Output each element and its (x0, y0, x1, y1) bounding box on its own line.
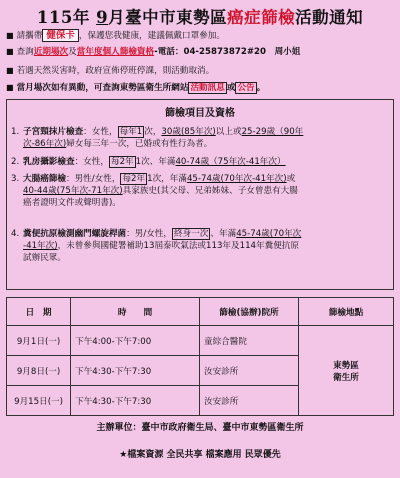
row-org: 童綜合醫院 (199, 326, 298, 356)
organizer-line: 主辦單位：臺中市政府衛生局、臺中市東勢區衛生所 (96, 423, 304, 433)
notice-query-eligibility: 當年度個人篩檢資格 (76, 47, 155, 57)
header-date: 日 期 (7, 298, 71, 326)
age-range: （75年次-41年次） (209, 157, 286, 167)
item-text: ，未曾參與國健署補助13屆泰吹氣法或113年及114年糞便抗原 (57, 241, 299, 251)
notice-disaster-text: 若遇天然災害時，政府宣佈停班停課，則活動取消。 (16, 66, 215, 76)
title-month-char: 月 (108, 8, 126, 27)
item-number: 3. (11, 174, 20, 184)
item-text: 或 (286, 174, 296, 184)
item-text: 試辦民眾。 (23, 253, 66, 263)
item-number: 1. (11, 127, 20, 137)
row-date: 9月15日(一) (7, 386, 71, 416)
table-row (7, 326, 394, 356)
item-text: ：女性， (74, 157, 109, 167)
item-text: 1次、年滿 (135, 157, 176, 167)
item-text: ：女性， (83, 127, 118, 137)
activity-info-link[interactable]: 活動訊息 (190, 83, 225, 93)
age-range: 45-74歲 (236, 229, 270, 239)
age-range: (70年次 (269, 229, 302, 239)
item-name: 大腸癌篩檢 (23, 174, 66, 184)
item-text: ：男/女性， (126, 229, 173, 239)
item-name: 糞便抗原檢測幽門螺旋桿菌 (23, 229, 127, 239)
notice-query-pre: 查詢 (16, 47, 34, 57)
item-text: 癌者證明文件或聲明書)。 (23, 198, 121, 208)
age-range: 次-86年次) (23, 139, 67, 149)
schedule-table (6, 297, 394, 416)
notice-changes-pre: 當月場次如有異動，可查詢東勢區衛生所網站 (16, 83, 189, 93)
bullet-icon: ■ (6, 66, 14, 75)
frequency-box: 每2年 (122, 174, 146, 184)
page-title (0, 4, 400, 28)
item-text: ：男性/女性， (65, 174, 121, 184)
row-time: 下午4:30-下午7:30 (71, 386, 200, 416)
item-text: 、年滿 (210, 229, 237, 239)
row-location: 東勢區 衛生所 (298, 326, 393, 416)
item-text: 1次，年滿 (147, 174, 187, 184)
age-range: 30歲(85年次) (161, 127, 216, 137)
age-range: 45-74歲 (186, 174, 221, 184)
frequency-box: 每2年 (110, 157, 134, 167)
frequency-box: 終身一次 (174, 229, 209, 239)
item-number: 4. (11, 229, 20, 239)
row-date: 9月8日(一) (7, 356, 71, 386)
item-name: 乳房攝影檢查 (23, 157, 75, 167)
item-number: 2. (11, 157, 20, 167)
notice-card-post: ，保護您我健康，建議佩戴口罩參加。 (78, 31, 225, 41)
notice-query-phone: -電話：04-25873872#20 周小姐 (154, 47, 301, 57)
age-range: -41年次) (23, 241, 58, 251)
bullet-icon: ■ (6, 83, 14, 92)
notice-card (6, 30, 396, 42)
title-end: 活動通知 (295, 8, 364, 27)
item-text: 次， (144, 127, 162, 137)
bullet-icon: ■ (6, 47, 14, 56)
item-pap-smear (11, 126, 387, 150)
screening-eligibility-box (6, 99, 394, 290)
bullet-icon: ■ (6, 31, 14, 40)
notice-changes-mid: 或 (226, 83, 236, 93)
header-location: 篩檢地點 (298, 298, 393, 326)
announcement-link[interactable]: 公告 (237, 83, 255, 93)
health-card-label: 健保卡 (42, 29, 79, 42)
item-mammography (11, 156, 387, 168)
row-date: 9月1日(一) (7, 326, 71, 356)
item-text: 以上或 (215, 127, 242, 137)
row-time: 下午4:30-下午7:30 (71, 356, 200, 386)
age-range: 25-29歲（90年 (241, 127, 304, 137)
item-colorectal (11, 173, 387, 209)
item-text: 具家族史(其父母、兄弟姊妹、子女曾患有大腸 (122, 186, 298, 196)
title-year: 115 (36, 8, 73, 27)
notice-changes-post: 。 (256, 83, 266, 93)
box-title: 篩檢項目及資格 (165, 108, 235, 119)
row-org: 汝安診所 (199, 356, 298, 386)
frequency-box: 每年1 (119, 127, 143, 137)
notice-query (6, 46, 396, 58)
title-org: 臺中市東勢區 (125, 8, 228, 27)
row-time: 下午4:00-下午7:00 (71, 326, 200, 356)
notice-card-pre: 請攜帶 (16, 31, 43, 41)
age-range: (70年次-41年次) (220, 174, 287, 184)
header-time: 時 間 (71, 298, 200, 326)
header-org: 篩檢(協辦)院所 (199, 298, 298, 326)
item-name: 子宮頸抹片檢查 (23, 127, 84, 137)
title-highlight: 癌症篩檢 (227, 8, 296, 27)
item-text: 婦女每三年一次，已婚或有性行為者。 (66, 139, 213, 149)
row-org: 汝安診所 (199, 386, 298, 416)
age-range: 40-44歲 (23, 186, 57, 196)
item-h-pylori (11, 228, 387, 264)
notice-disaster (6, 65, 396, 77)
title-month: 9 (96, 8, 109, 27)
table-header-row (7, 298, 394, 326)
title-year-char: 年 (72, 8, 90, 27)
slogan-line: ★檔案資源 全民共享 檔案應用 民眾優先 (119, 450, 281, 460)
age-range: (75年次-71年次) (56, 186, 123, 196)
notice-query-mid: 及 (68, 47, 77, 57)
notice-changes (6, 82, 396, 94)
notice-query-recent: 近期場次 (33, 47, 69, 57)
age-range: 40-74歲 (175, 157, 210, 167)
